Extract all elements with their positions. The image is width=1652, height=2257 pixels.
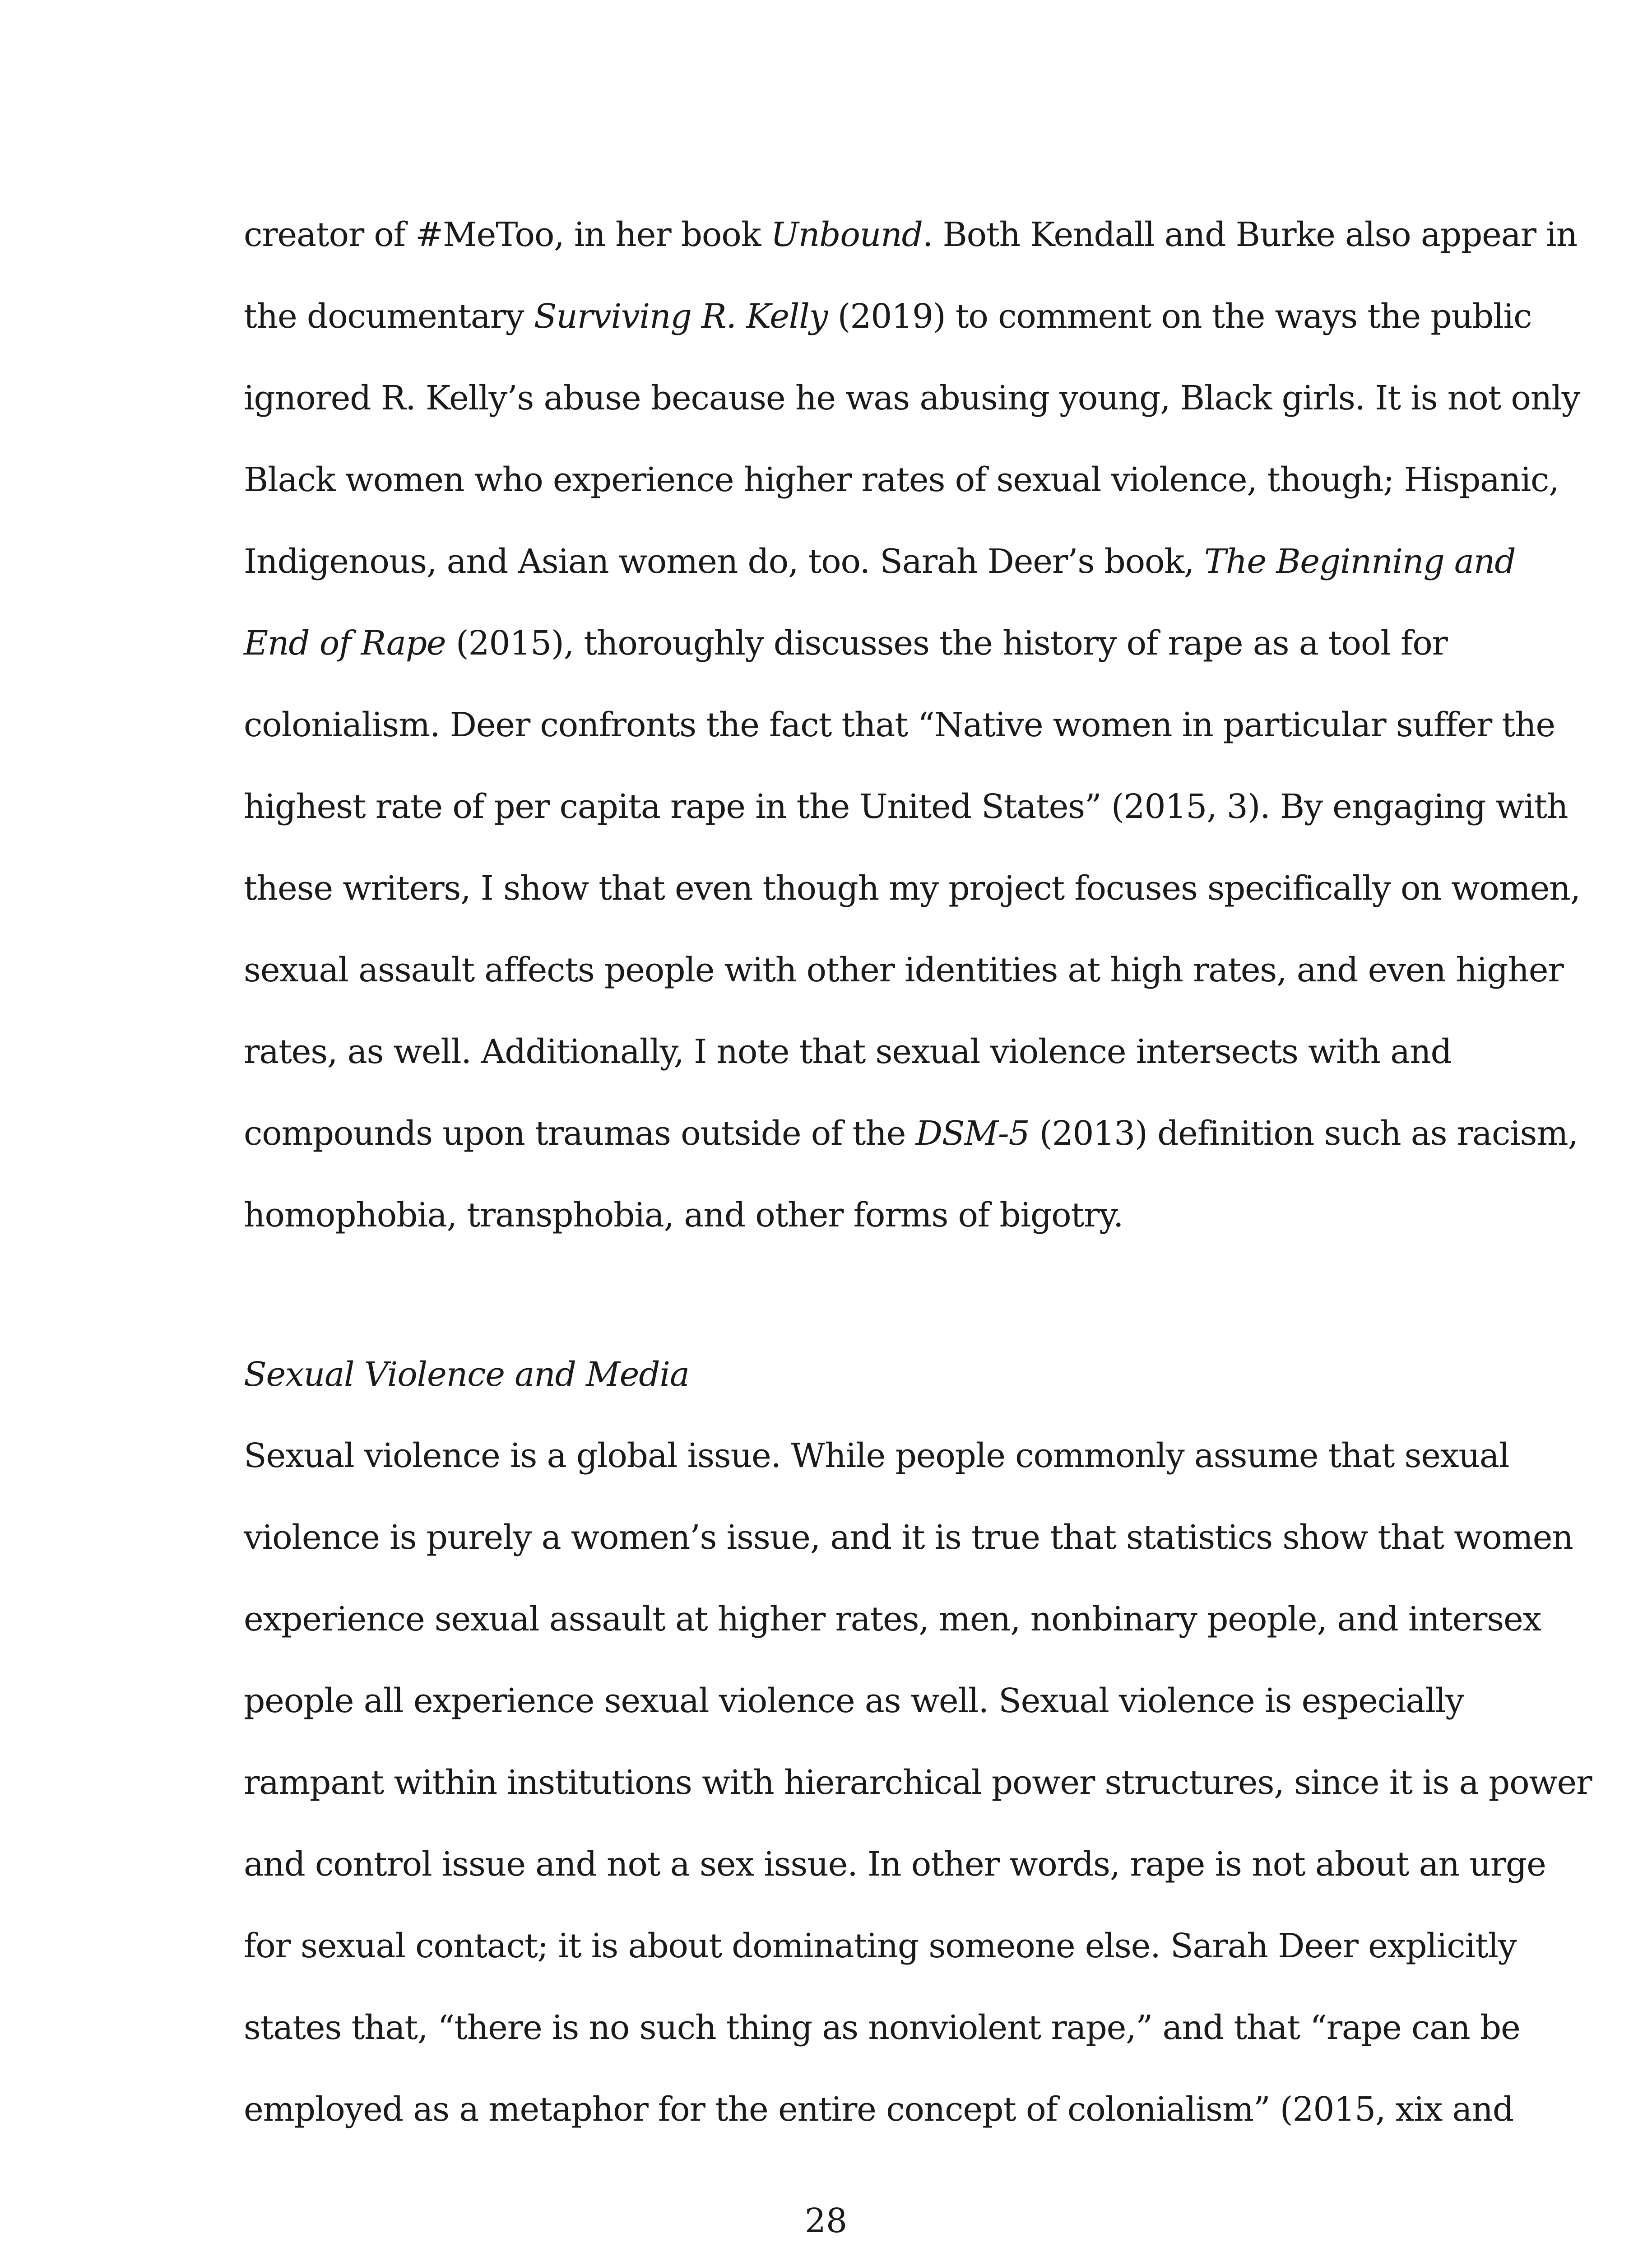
body-text: ignored R. Kelly’s abuse because he was abusing young, Black girls. It is not only bbox=[244, 379, 1580, 418]
body-text: compounds upon traumas outside of the bbox=[244, 1114, 916, 1153]
text-line bbox=[244, 603, 1448, 684]
body-text: experience sexual assault at higher rates, men, nonbinary people, and intersex bbox=[244, 1600, 1541, 1639]
text-line bbox=[244, 1175, 1413, 1256]
text-line bbox=[244, 1905, 1517, 1987]
paragraph-2 bbox=[244, 1415, 1592, 2150]
body-text: rampant within institutions with hierarchical power structures, since it is a power bbox=[244, 1763, 1592, 1802]
text-line bbox=[244, 1093, 1578, 1175]
body-text: and control issue and not a sex issue. In other words, rape is not about an urge bbox=[244, 1845, 1546, 1884]
body-text: (2013) definition such as racism, bbox=[1029, 1114, 1578, 1153]
body-text: Sexual violence is a global issue. While people commonly assume that sexual bbox=[244, 1436, 1509, 1475]
italic-title-text: End of Rape bbox=[244, 624, 446, 663]
section-heading: Sexual Violence and Media bbox=[244, 1355, 689, 1394]
text-line bbox=[244, 521, 1516, 603]
italic-title-text: Surviving R. Kelly bbox=[534, 297, 828, 336]
text-line bbox=[244, 276, 1532, 358]
italic-title-text: The Beginning and bbox=[1204, 542, 1516, 581]
body-text: highest rate of per capita rape in the United States” (2015, 3). By engaging with bbox=[244, 787, 1568, 826]
body-text: employed as a metaphor for the entire concept of colonialism” (2015, xix and bbox=[244, 2090, 1514, 2129]
body-text: creator of #MeToo, in her book bbox=[244, 215, 771, 254]
body-text: sexual assault affects people with other identities at high rates, and even higher bbox=[244, 951, 1564, 989]
text-line bbox=[244, 2069, 1514, 2150]
body-text: colonialism. Deer confronts the fact that “Native women in particular suffer the bbox=[244, 706, 1555, 744]
text-line bbox=[244, 1660, 1464, 1742]
text-line bbox=[244, 766, 1568, 848]
body-text: Indigenous, and Asian women do, too. Sarah Deer’s book, bbox=[244, 542, 1204, 581]
text-line bbox=[244, 1742, 1592, 1824]
body-text: (2019) to comment on the ways the public bbox=[827, 297, 1532, 336]
text-line bbox=[244, 1987, 1520, 2069]
text-line bbox=[244, 848, 1580, 929]
body-text: these writers, I show that even though my project focuses specifically on women, bbox=[244, 869, 1580, 908]
italic-title-text: Unbound bbox=[770, 215, 923, 254]
page-number: 28 bbox=[804, 2201, 848, 2240]
body-text: homophobia, transphobia, and other forms of bigotry. bbox=[244, 1196, 1123, 1235]
paragraph-1 bbox=[244, 194, 1580, 1256]
text-line bbox=[244, 1497, 1573, 1579]
body-text: the documentary bbox=[244, 297, 534, 336]
body-text: . Both Kendall and Burke also appear in bbox=[922, 215, 1578, 254]
body-text: rates, as well. Additionally, I note that sexual violence intersects with and bbox=[244, 1032, 1452, 1071]
text-line bbox=[244, 1824, 1546, 1905]
body-text: (2015), thoroughly discusses the history of rape as a tool for bbox=[445, 624, 1448, 663]
text-line bbox=[244, 929, 1564, 1011]
italic-title-text: DSM-5 bbox=[915, 1114, 1030, 1153]
text-line bbox=[244, 358, 1580, 439]
text-line bbox=[244, 439, 1559, 521]
body-text: people all experience sexual violence as well. Sexual violence is especially bbox=[244, 1681, 1464, 1720]
body-text: for sexual contact; it is about dominating someone else. Sarah Deer explicitly bbox=[244, 1927, 1517, 1965]
text-line bbox=[244, 1011, 1452, 1093]
text-line bbox=[244, 684, 1555, 766]
text-line bbox=[244, 1579, 1541, 1660]
body-text: violence is purely a women’s issue, and it is true that statistics show that women bbox=[244, 1518, 1573, 1557]
text-line bbox=[244, 194, 1578, 276]
body-text: states that, “there is no such thing as nonviolent rape,” and that “rape can be bbox=[244, 2008, 1520, 2047]
text-line bbox=[244, 1415, 1509, 1497]
body-text: Black women who experience higher rates of sexual violence, though; Hispanic, bbox=[244, 460, 1559, 499]
